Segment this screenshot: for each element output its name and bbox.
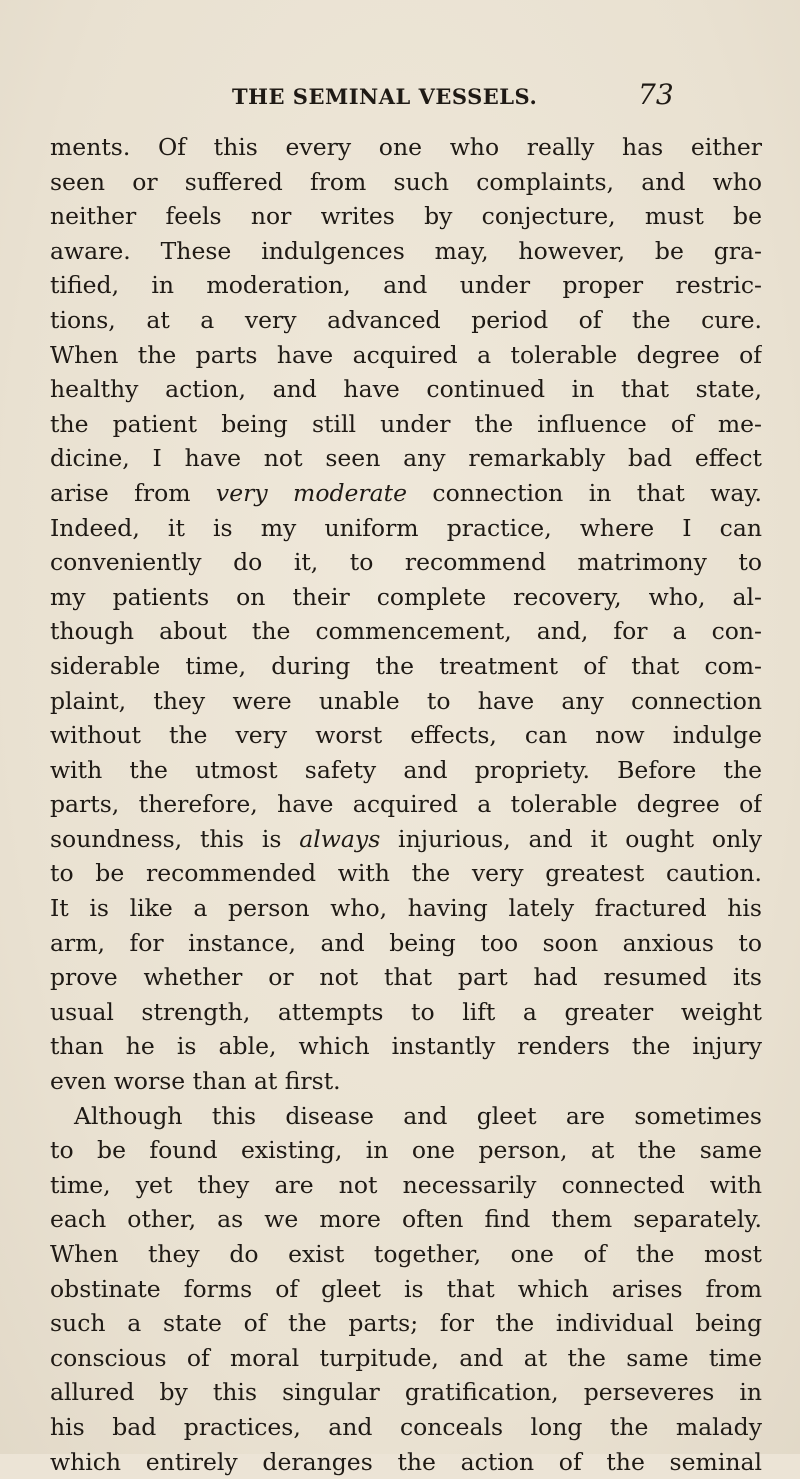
text-line [50, 822, 762, 857]
text-line: than he is able, which instantly renders the injury [50, 1032, 762, 1061]
body-text [50, 130, 762, 1479]
text-line: time, yet they are not necessarily connected with [50, 1170, 762, 1199]
text-line: though about the commencement, and, for a con- [50, 617, 762, 646]
page-number: 73 [638, 78, 674, 111]
text-line: Indeed, it is my uniform practice, where I can [50, 513, 762, 542]
text-segment: injurious, and it ought only [380, 824, 762, 853]
text-segment: soundness, this is [50, 824, 300, 853]
page-header [0, 78, 800, 118]
text-line: When they do exist together, one of the most [50, 1240, 762, 1268]
text-line: seen or suffered from such complaints, and who [50, 167, 762, 196]
text-line: Although this disease and gleet are sometimes [74, 1101, 762, 1130]
text-line: the patient being still under the influence of me- [50, 409, 762, 438]
text-line: allured by this singular gratification, perseveres in [50, 1378, 762, 1407]
emphasis-text: always [299, 824, 381, 853]
text-segment: arise from [50, 478, 216, 507]
text-line: with the utmost safety and propriety. Before the [50, 755, 762, 784]
text-line: neither feels nor writes by conjecture, must be [50, 202, 762, 231]
text-line: healthy action, and have continued in that state, [50, 375, 762, 404]
text-line: dicine, I have not seen any remarkably bad effect [50, 444, 762, 473]
text-line: his bad practices, and conceals long the malady [50, 1412, 762, 1441]
text-line: which entirely deranges the action of the seminal [50, 1447, 762, 1476]
text-line: each other, as we more often find them separately. [50, 1205, 762, 1234]
text-line: even worse than at first. [50, 1067, 341, 1096]
text-line: aware. These indulgences may, however, be gra- [50, 236, 762, 265]
text-line: usual strength, attempts to lift a greater weight [50, 997, 762, 1026]
text-line: my patients on their complete recovery, who, al- [50, 582, 762, 611]
running-head: THE SEMINAL VESSELS. [232, 84, 538, 109]
text-line: to be recommended with the very greatest caution. [50, 859, 762, 888]
text-line: tified, in moderation, and under proper restric- [50, 271, 762, 300]
text-line: such a state of the parts; for the individual being [50, 1309, 762, 1338]
text-line: arm, for instance, and being too soon anxious to [50, 928, 762, 957]
text-line: obstinate forms of gleet is that which arises from [50, 1274, 762, 1303]
text-line: tions, at a very advanced period of the cure. [50, 305, 762, 334]
text-line: It is like a person who, having lately fractured his [50, 894, 762, 923]
text-line: to be found existing, in one person, at the same [50, 1136, 762, 1165]
text-line: plaint, they were unable to have any connection [50, 686, 762, 715]
text-line: conveniently do it, to recommend matrimony to [50, 548, 762, 577]
text-line: conscious of moral turpitude, and at the same time [50, 1343, 762, 1372]
emphasis-text: very moderate [215, 478, 408, 507]
text-line: When the parts have acquired a tolerable degree of [50, 340, 762, 369]
text-line [50, 476, 762, 511]
text-segment: connection in that way. [407, 478, 762, 507]
text-line: ments. Of this every one who really has either [50, 133, 762, 161]
text-line: parts, therefore, have acquired a tolerable degree of [50, 790, 762, 819]
text-line: without the very worst effects, can now indulge [50, 721, 762, 750]
text-line: siderable time, during the treatment of that com- [50, 651, 762, 680]
text-line: prove whether or not that part had resumed its [50, 963, 762, 992]
